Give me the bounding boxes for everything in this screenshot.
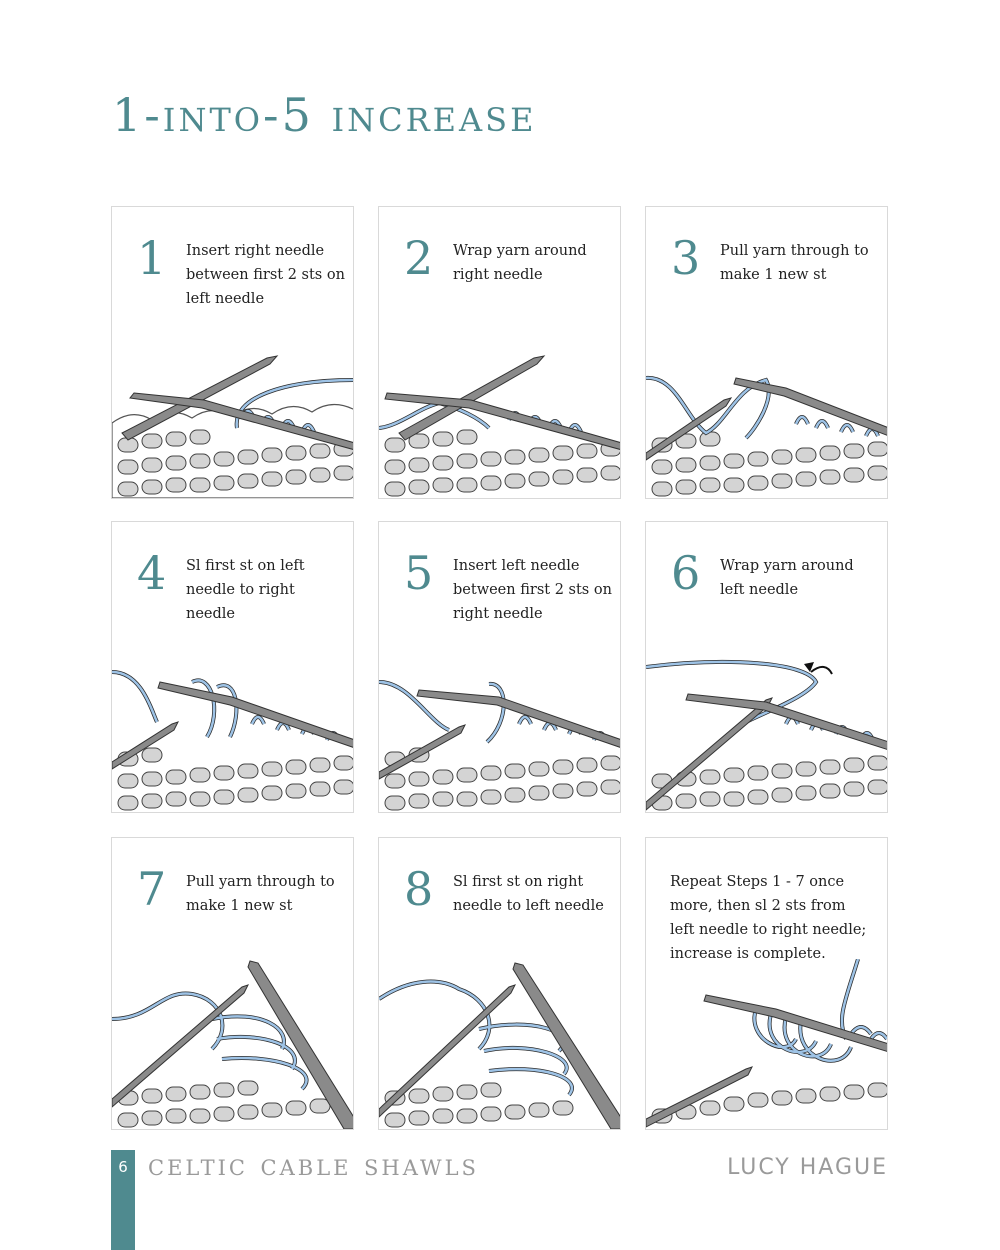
page-title: 1-into-5 increase bbox=[112, 88, 537, 142]
stitch-loops bbox=[118, 1081, 330, 1127]
step-number: 5 bbox=[404, 546, 434, 600]
stitch-loops bbox=[118, 748, 354, 810]
step-number: 6 bbox=[671, 546, 701, 600]
knitting-illustration bbox=[379, 328, 621, 498]
curved-arrow-icon bbox=[804, 662, 832, 674]
stitch-loops bbox=[652, 756, 888, 810]
step-number: 8 bbox=[404, 862, 434, 916]
step-caption: Wrap yarn around left needle bbox=[720, 558, 854, 598]
step-panel-7 bbox=[111, 837, 354, 1130]
step-caption: Insert right needle between first 2 sts on left needle bbox=[186, 243, 345, 307]
step-panel-8 bbox=[378, 837, 621, 1130]
book-title: celtic cable shawls bbox=[148, 1148, 479, 1183]
step-panel-3 bbox=[645, 206, 888, 499]
needles bbox=[646, 995, 888, 1127]
step-caption: Sl first st on left needle to right needle bbox=[186, 558, 305, 622]
step-panel-1 bbox=[111, 206, 354, 499]
stitch-loops bbox=[385, 748, 621, 810]
step-caption: Repeat Steps 1 - 7 once more, then sl 2 sts from left needle to right needle; increase is complete. bbox=[670, 874, 867, 962]
page-number: 6 bbox=[118, 1158, 128, 1176]
author-name: LUCY HAGUE bbox=[727, 1155, 888, 1180]
knitting-illustration bbox=[646, 328, 888, 498]
needles bbox=[379, 963, 621, 1129]
blue-yarn-loops bbox=[379, 682, 606, 742]
step-caption: Pull yarn through to make 1 new st bbox=[186, 874, 335, 914]
knitting-illustration bbox=[112, 328, 354, 498]
step-number: 3 bbox=[671, 231, 701, 285]
step-panel-5 bbox=[378, 521, 621, 813]
step-number: 7 bbox=[137, 862, 167, 916]
step-panel-6 bbox=[645, 521, 888, 813]
step-number: 4 bbox=[137, 546, 167, 600]
step-panel-2 bbox=[378, 206, 621, 499]
stitch-loops bbox=[385, 1083, 573, 1127]
step-caption: Insert left needle between first 2 sts on right needle bbox=[453, 558, 612, 622]
knitting-illustration bbox=[112, 642, 354, 812]
step-caption: Pull yarn through to make 1 new st bbox=[720, 243, 869, 283]
step-number: 2 bbox=[404, 231, 434, 285]
knitting-illustration bbox=[379, 959, 621, 1129]
stitch-loops bbox=[652, 432, 888, 496]
step-caption: Sl first st on right needle to left needle bbox=[453, 874, 604, 914]
knitting-illustration bbox=[646, 642, 888, 812]
knitting-illustration bbox=[646, 959, 888, 1129]
knitting-illustration bbox=[112, 959, 354, 1129]
step-caption: Wrap yarn around right needle bbox=[453, 243, 587, 283]
step-panel-final bbox=[645, 837, 888, 1130]
knitting-illustration bbox=[379, 642, 621, 812]
step-panel-4 bbox=[111, 521, 354, 813]
step-number: 1 bbox=[137, 231, 167, 285]
